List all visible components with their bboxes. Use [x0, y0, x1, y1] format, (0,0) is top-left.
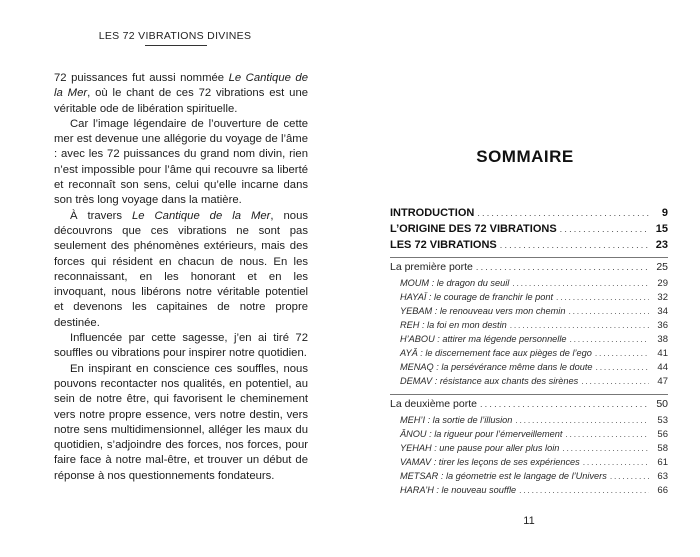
- toc-leader-dots: [596, 362, 649, 372]
- body-paragraph: [54, 362, 308, 484]
- toc-leader-dots: [476, 262, 649, 272]
- italic-title-text: Le Cantique de la Mer: [54, 72, 308, 100]
- toc-leader-dots: [515, 415, 649, 425]
- toc-separator: [390, 257, 668, 258]
- toc-entry-page: 50: [656, 398, 668, 410]
- toc-entry-page: 29: [657, 278, 668, 289]
- toc-sub-entry: [390, 292, 668, 306]
- toc-leader-dots: [610, 471, 649, 481]
- body-paragraph: [54, 331, 308, 362]
- body-paragraph: [54, 71, 308, 117]
- toc-main-entry: [390, 239, 668, 253]
- toc-entry-page: 44: [657, 362, 668, 373]
- toc-entry-page: 58: [657, 443, 668, 454]
- toc-separator: [390, 394, 668, 395]
- toc-leader-dots: [510, 320, 649, 330]
- toc-leader-dots: [568, 306, 649, 316]
- toc-entry-page: 23: [655, 239, 668, 251]
- toc-leader-dots: [500, 240, 649, 250]
- toc-entry-page: 36: [657, 320, 668, 331]
- toc-entry-label: INTRODUCTION: [390, 207, 475, 219]
- toc-entry-label: HARA’H : le nouveau souffle: [400, 485, 517, 495]
- toc-entry-label: ÂNOU : la rigueur pour l’émerveillement: [400, 429, 563, 439]
- toc-leader-dots: [583, 457, 649, 467]
- toc-entry-page: 25: [656, 261, 668, 273]
- body-paragraph: [54, 117, 308, 209]
- toc-entry-label: YEBAM : le renouveau vers mon chemin: [400, 306, 566, 316]
- toc-sub-entry: [390, 320, 668, 334]
- toc-leader-dots: [595, 348, 649, 358]
- toc-entry-label: MEH’I : la sortie de l’illusion: [400, 415, 513, 425]
- paragraph-text: Influencée par cette sagesse, j’en ai tiré 72 souffles ou vibrations pour inspirer notre quotidien.: [54, 332, 308, 360]
- paragraph-text: Car l’image légendaire de l’ouverture de cette mer est devenue une allégorie du voyage de l’âme : avec les 72 puissances du grand nom divin, rien n’est impossible pour l’âme qui recouvre sa liberté et reconnaît son sens, celui qu’elle incarne dans son très long voyage dans la matière.: [54, 117, 308, 207]
- toc-entry-label: REH : la foi en mon destin: [400, 320, 507, 330]
- toc-entry-page: 15: [655, 223, 668, 235]
- toc-main-entry: [390, 223, 668, 237]
- toc-entry-label: YEHAH : une pause pour aller plus loin: [400, 443, 560, 453]
- toc-leader-dots: [519, 485, 649, 495]
- body-paragraph: [54, 209, 308, 331]
- toc-sub-entry: [390, 362, 668, 376]
- running-head: LES 72 VIBRATIONS DIVINES: [98, 30, 252, 42]
- toc-leader-dots: [512, 278, 649, 288]
- toc-entry-label: VAMAV : tirer les leçons de ses expériences: [400, 457, 580, 467]
- paragraph-text: À travers: [70, 209, 132, 222]
- toc-leader-dots: [477, 208, 649, 218]
- toc-entry-page: 38: [657, 334, 668, 345]
- toc-entry-page: 41: [657, 348, 668, 359]
- toc-section-entry: [390, 261, 668, 275]
- toc-sub-entry: [390, 485, 668, 499]
- right-page: [350, 0, 700, 557]
- toc-entry-page: 66: [657, 485, 668, 496]
- toc-entry-page: 61: [657, 457, 668, 468]
- toc-entry-label: LES 72 VIBRATIONS: [390, 239, 497, 251]
- toc-leader-dots: [581, 376, 649, 386]
- toc-entry-page: 56: [657, 429, 668, 440]
- toc-entry-label: MOUM : le dragon du seuil: [400, 278, 510, 288]
- toc-leader-dots: [560, 224, 649, 234]
- toc-entry-label: METSAR : la géometrie est le langage de l’Univers: [400, 471, 607, 481]
- running-head-rule: [145, 45, 207, 46]
- toc-entry-page: 63: [657, 471, 668, 482]
- toc-sub-entry: [390, 306, 668, 320]
- toc-entry-page: 53: [657, 415, 668, 426]
- toc-leader-dots: [562, 443, 649, 453]
- toc-main-entry: [390, 207, 668, 221]
- toc-sub-entry: [390, 457, 668, 471]
- body-text: [54, 71, 308, 484]
- toc-sub-entry: [390, 429, 668, 443]
- toc-entry-page: 32: [657, 292, 668, 303]
- toc-entry-page: 34: [657, 306, 668, 317]
- toc-leader-dots: [556, 292, 649, 302]
- toc-entry-label: La première porte: [390, 261, 473, 273]
- italic-title-text: Le Cantique de la Mer: [131, 209, 271, 222]
- page-number: 11: [523, 515, 535, 527]
- toc-entry-label: La deuxième porte: [390, 398, 477, 410]
- toc-entry-label: DEMAV : résistance aux chants des sirènes: [400, 376, 579, 386]
- toc-entry-label: HAYAÏ : le courage de franchir le pont: [400, 292, 554, 302]
- toc-sub-entry: [390, 443, 668, 457]
- toc-leader-dots: [480, 399, 649, 409]
- paragraph-text: En inspirant en conscience ces souffles, nous pouvons recontacter nos qualités, en potentiel, au sein de notre être, qui favorisent le cheminement vers notre propre essence, vers notre destin, vers notre sens multidimensionnel, alléger les maux du quotidien, s’adjoindre des forces, nos forces, pour faire face à notre mal-être, et trouver un début de réponse à nos questionnements fondateurs.: [54, 362, 308, 482]
- toc-title: SOMMAIRE: [476, 147, 574, 166]
- toc-entry-label: H’ABOU : attirer ma légende personnelle: [400, 334, 567, 344]
- toc-entry-page: 47: [657, 376, 668, 387]
- paragraph-text: , où le chant de ces 72 vibrations est une véritable ode de libération spirituelle.: [54, 87, 309, 115]
- toc-entry-label: MENAQ : la persévérance même dans le doute: [400, 362, 593, 372]
- paragraph-text: 72 puissances fut aussi nommée: [54, 72, 229, 84]
- toc-leader-dots: [565, 429, 649, 439]
- paragraph-text: , nous découvrons que ces vibrations ne sont pas seulement des phénomènes extérieurs, mais des forces qui résident en chacun de nous. En les reconnaissant, en les honorant et en les invoquant, nous libérons notre véritable potentiel et devenons les capitaines de notre propre destinée.: [54, 209, 309, 329]
- toc-leader-dots: [569, 334, 649, 344]
- toc-section-entry: [390, 398, 668, 412]
- toc-sub-entry: [390, 348, 668, 362]
- toc-sub-entry: [390, 376, 668, 390]
- toc-sub-entry: [390, 471, 668, 485]
- toc-entry-page: 9: [661, 207, 668, 219]
- toc-sub-entry: [390, 278, 668, 292]
- toc-entry-label: AYÂ : le discernement face aux pièges de l’ego: [400, 348, 592, 358]
- toc-sub-entry: [390, 415, 668, 429]
- toc-entry-label: L’ORIGINE DES 72 VIBRATIONS: [390, 223, 557, 235]
- toc-sub-entry: [390, 334, 668, 348]
